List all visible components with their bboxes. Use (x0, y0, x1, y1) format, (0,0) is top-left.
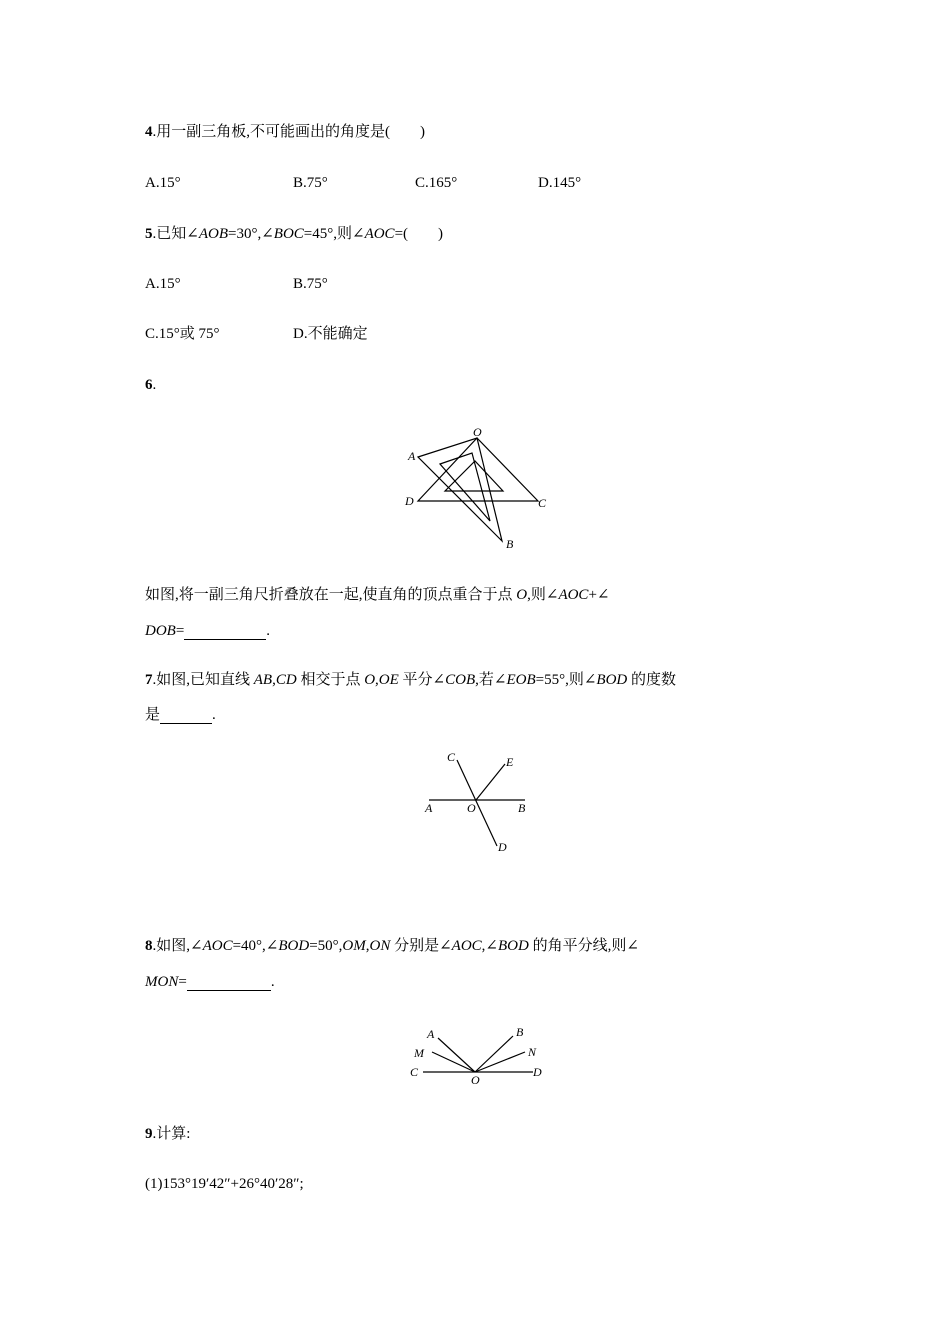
text-part: 是 (145, 707, 161, 723)
answer-blank (160, 707, 212, 724)
label-c: C (538, 496, 547, 510)
figure-triangle-rulers (400, 425, 560, 555)
label-e: E (506, 755, 514, 769)
question-8-stem-line2 (145, 973, 275, 991)
text-part: 如图,将一副三角尺折叠放在一起,使直角的顶点重合于点 (145, 587, 517, 603)
label-o: O (467, 801, 476, 815)
label-o: O (471, 1073, 480, 1087)
text-part: . (152, 377, 157, 393)
question-number: 8 (145, 938, 153, 954)
label-d: D (533, 1065, 542, 1079)
math-var: BOD (278, 938, 310, 954)
text-part: ,若∠ (475, 672, 507, 688)
label-a: A (425, 801, 433, 815)
label-b: B (518, 801, 526, 815)
question-6-stem-line2 (145, 622, 270, 640)
option-d: D.不能确定 (293, 326, 368, 342)
text-part: =50°, (309, 938, 343, 954)
question-number: 7 (145, 672, 153, 688)
label-a: A (427, 1027, 435, 1041)
question-number: 4 (145, 124, 153, 140)
question-6-number (145, 376, 156, 394)
question-8-stem-line1 (145, 937, 639, 955)
question-number: 9 (145, 1126, 153, 1142)
question-9-stem (145, 1125, 190, 1143)
label-o: O (473, 425, 482, 439)
math-var: DOB (145, 623, 176, 639)
text-part: 分别是∠ (390, 938, 452, 954)
text-part: =40°,∠ (232, 938, 279, 954)
ray-on (475, 1052, 525, 1072)
line-cd (457, 760, 497, 846)
text-part: =45°,则∠ (303, 226, 365, 242)
text-part: = (175, 623, 185, 639)
math-var: BOD (596, 672, 628, 688)
label-d: D (498, 840, 507, 854)
label-c: C (410, 1065, 419, 1079)
text-part: =30°,∠ (228, 226, 274, 242)
math-var: MON (145, 974, 179, 990)
text-part: . (270, 974, 275, 990)
label-n: N (528, 1045, 537, 1059)
ray-om (432, 1052, 475, 1072)
text-part: =55°,则∠ (535, 672, 597, 688)
question-number: 6 (145, 377, 153, 393)
text-part: .计算: (152, 1126, 191, 1142)
question-6-stem-line1 (145, 586, 609, 604)
math-var: OM (342, 938, 366, 954)
text-part: . (266, 623, 271, 639)
text-part: . (212, 707, 216, 723)
math-var: BOC (273, 226, 304, 242)
text-part: , (272, 672, 276, 688)
figure-angle-bisectors (405, 1022, 555, 1092)
math-var: CD (275, 672, 297, 688)
text-part: ,∠ (481, 938, 498, 954)
label-a: A (408, 449, 416, 463)
math-var: O (516, 587, 528, 603)
option-a: A.15° (145, 276, 181, 292)
ray-ob (475, 1036, 513, 1072)
label-c: C (447, 750, 456, 764)
text-part: ,则∠ (527, 587, 559, 603)
text-part: 平分∠ (398, 672, 446, 688)
ray-oe (476, 764, 505, 800)
question-7-stem-line1 (145, 671, 676, 689)
math-var: EOB (506, 672, 536, 688)
figure-intersecting-lines (415, 748, 545, 858)
question-5-stem (145, 225, 443, 243)
ray-oa (438, 1038, 475, 1072)
math-var: AOC (558, 587, 589, 603)
question-9-sub1: (1)153°19′42″+26°40′28″; (145, 1176, 304, 1192)
text-part: = (178, 974, 187, 990)
math-var: O (364, 672, 376, 688)
text-part: , (365, 938, 370, 954)
math-var: OE (378, 672, 399, 688)
text-part: .如图,已知直线 (152, 672, 254, 688)
option-a: A.15° (145, 175, 181, 191)
question-7-stem-line2 (145, 706, 216, 724)
question-text: .用一副三角板,不可能画出的角度是( ) (152, 124, 425, 140)
text-part: , (375, 672, 379, 688)
question-number: 5 (145, 226, 153, 242)
label-b: B (506, 537, 514, 551)
text-part: 的度数 (627, 672, 676, 688)
math-var: AB (253, 672, 273, 688)
text-part: .已知∠ (152, 226, 199, 242)
option-c: C.15°或 75° (145, 326, 220, 342)
label-b: B (516, 1025, 524, 1039)
answer-blank (184, 623, 266, 640)
text-part: 的角平分线,则∠ (528, 938, 639, 954)
text-part: =( ) (394, 226, 444, 242)
text-part: 相交于点 (296, 672, 365, 688)
label-d: D (405, 494, 414, 508)
option-b: B.75° (293, 175, 328, 191)
math-var: AOB (198, 226, 228, 242)
math-var: AOC (202, 938, 233, 954)
question-4-stem (145, 123, 425, 141)
option-b: B.75° (293, 276, 328, 292)
text-part: .如图,∠ (152, 938, 203, 954)
option-c: C.165° (415, 175, 458, 191)
math-var: ON (369, 938, 391, 954)
answer-blank (187, 974, 271, 991)
set-square-30 (418, 438, 502, 541)
set-square-45-inner (445, 461, 503, 491)
math-var: AOC (451, 938, 482, 954)
text-part: +∠ (588, 587, 610, 603)
math-var: COB (445, 672, 476, 688)
label-m: M (414, 1046, 424, 1060)
option-d: D.145° (538, 175, 582, 191)
math-var: AOC (364, 226, 395, 242)
math-var: BOD (497, 938, 529, 954)
